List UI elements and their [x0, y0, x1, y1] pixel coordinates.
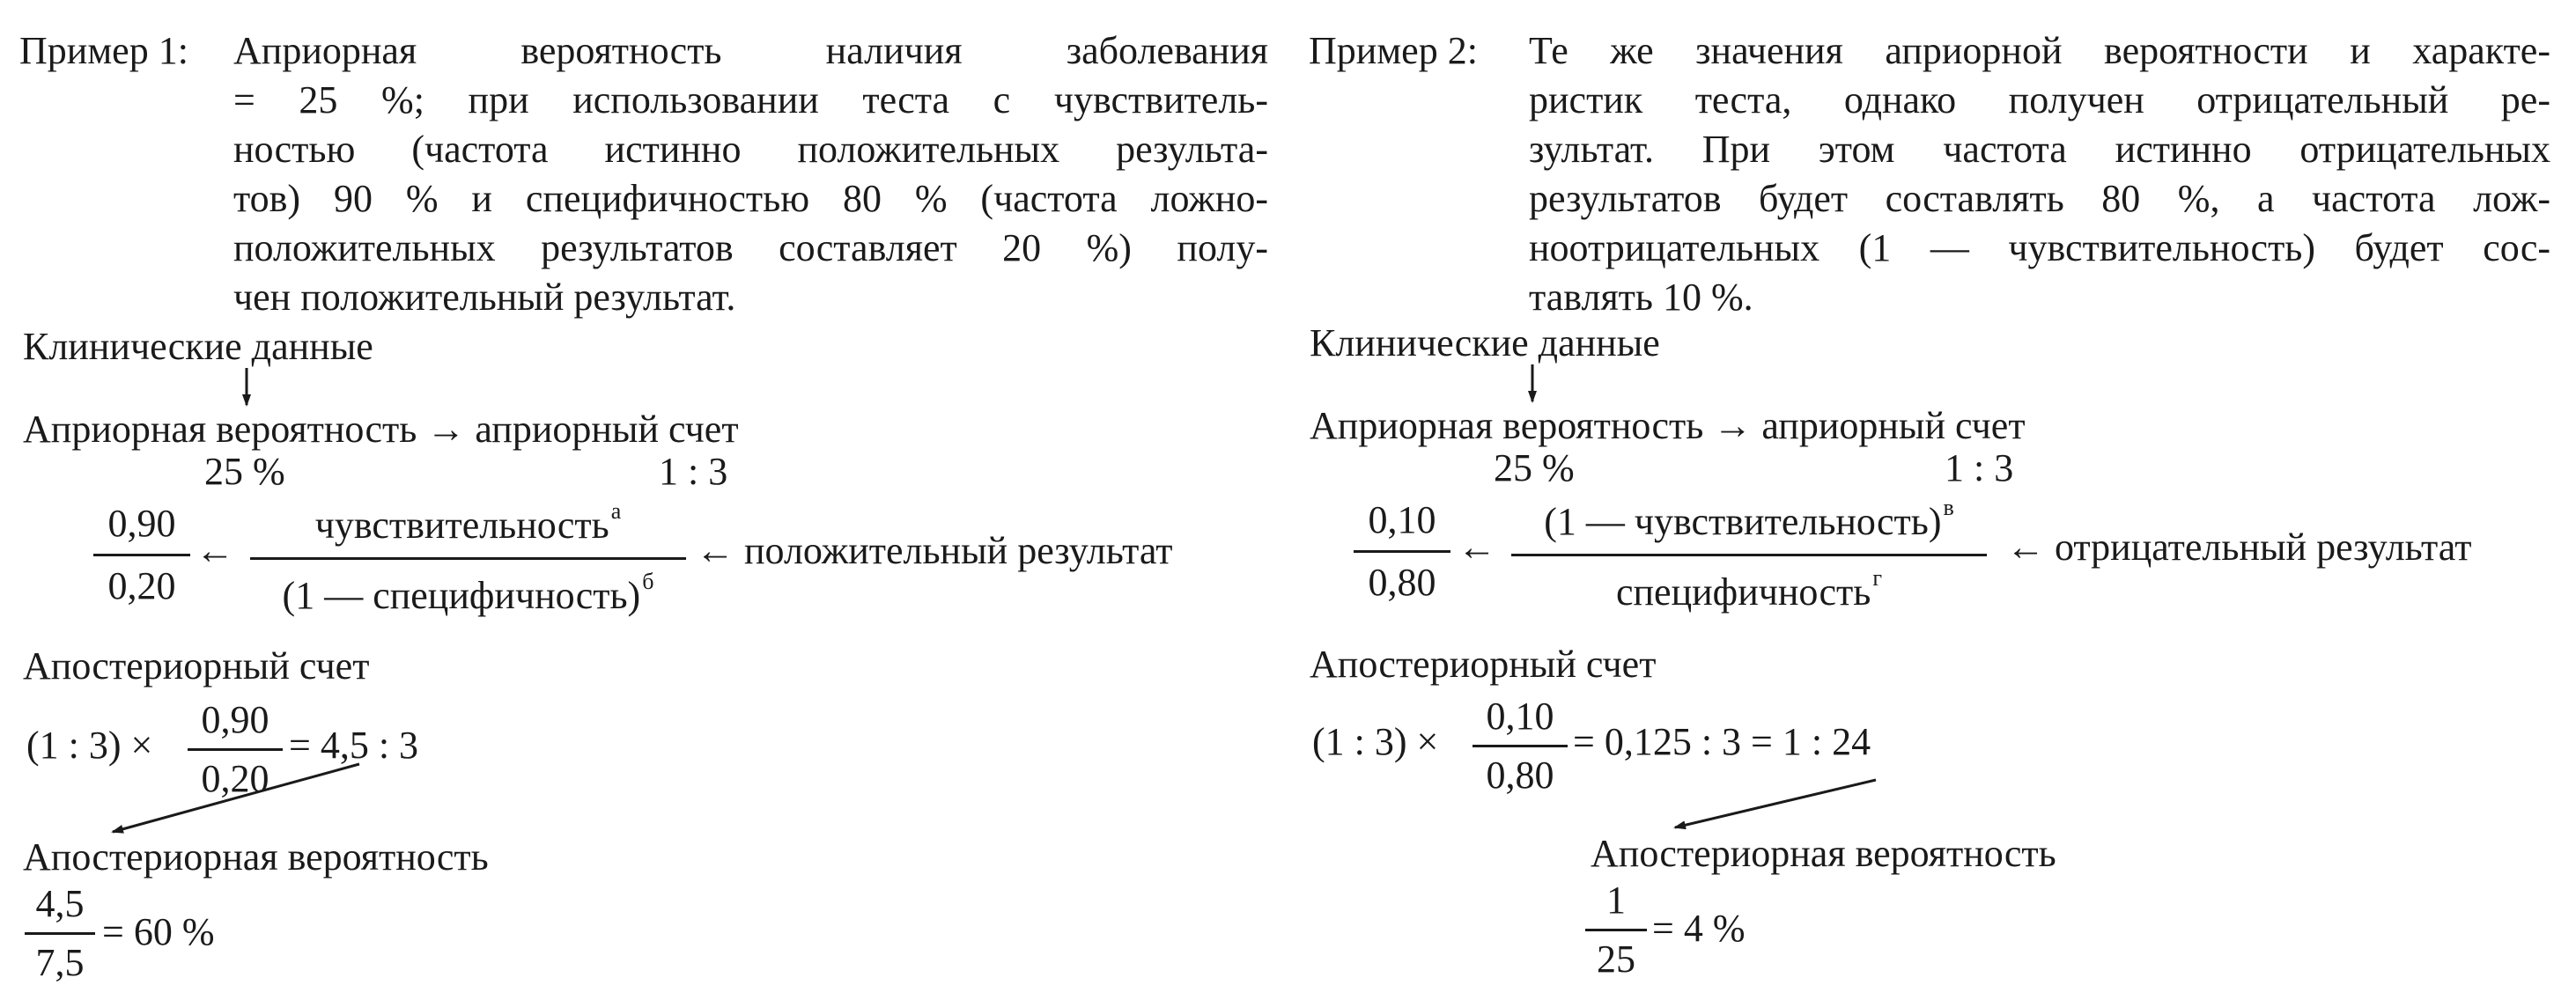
example-1-line: положительных результатов составляет 20 %) полу- — [233, 226, 1268, 269]
example-1-line: тов) 90 % и специфичностью 80 % (частота ложно- — [233, 177, 1268, 220]
pp-numerator: 4,5 — [35, 882, 85, 925]
example-1-posterior-probability-label: Апостериорная вероятность — [23, 835, 489, 879]
example-2-prior-odds: 1 : 3 — [1945, 446, 2014, 489]
example-1-line: ностью (частота истинно положительных результа- — [233, 128, 1268, 171]
example-1-label: Пример 1: — [19, 29, 188, 72]
example-1-prior-odds: 1 : 3 — [659, 450, 728, 493]
calc-numerator: 0,90 — [201, 698, 269, 741]
sensitivity-text: чувствительность — [314, 504, 609, 547]
diagonal-arrow-icon — [113, 764, 359, 832]
example-2-line: тавлять 10 %. — [1529, 276, 1753, 319]
example-2-line: ноотрицательных (1 — чувствительность) будет сос- — [1529, 226, 2550, 269]
example-2-test-result: ← отрицательный результат — [2006, 526, 2472, 569]
example-1-line: чен положительный результат. — [233, 276, 736, 319]
footnote-b: б — [642, 569, 654, 594]
sensitivity-text: (1 — чувствительность) — [1544, 500, 1942, 543]
calc-numerator: 0,10 — [1486, 695, 1554, 738]
lr-denominator: 0,20 — [107, 564, 176, 607]
specificity-text: специфичность — [1615, 570, 1871, 614]
example-2-line: результатов будет составлять 80 %, а частота лож- — [1529, 177, 2550, 220]
example-1-lr-arrow: ← — [196, 529, 234, 572]
example-2-prior-probability: 25 % — [1494, 446, 1575, 489]
example-2-calc-right: = 0,125 : 3 = 1 : 24 — [1573, 720, 1871, 763]
example-2-label: Пример 2: — [1309, 29, 1478, 72]
calc-denominator: 0,20 — [201, 757, 269, 800]
example-1-prior-probability: 25 % — [204, 450, 285, 493]
example-2-prior-line: Априорная вероятность → априорный счет — [1310, 404, 2026, 447]
example-1-calc-left: (1 : 3) × — [26, 724, 153, 767]
example-1-prior-line: Априорная вероятность → априорный счет — [23, 408, 739, 451]
specificity-text: (1 — специфичность) — [282, 574, 641, 617]
example-1-posterior-odds-label: Апостериорный счет — [23, 644, 370, 688]
lr-numerator: 0,10 — [1368, 498, 1436, 541]
example-2-posterior-probability-label: Апостериорная вероятность — [1591, 832, 2056, 875]
example-2-line: зультат. При этом частота истинно отрицательных — [1529, 128, 2550, 171]
example-2-lr-arrow: ← — [1458, 526, 1496, 569]
calc-denominator: 0,80 — [1486, 754, 1554, 797]
example-2-posterior-odds-label: Апостериорный счет — [1310, 643, 1657, 686]
pp-denominator: 7,5 — [35, 941, 85, 984]
footnote-a: а — [610, 498, 622, 524]
footnote-v: в — [1943, 495, 1954, 520]
example-1-posterior-result: = 60 % — [102, 910, 215, 953]
pp-numerator: 1 — [1606, 879, 1626, 922]
lr-numerator: 0,90 — [107, 502, 176, 545]
example-1-line: Априорная вероятность наличия заболевания — [233, 29, 1268, 72]
example-2-calc-left: (1 : 3) × — [1312, 720, 1439, 763]
example-2-line: Те же значения априорной вероятности и характе- — [1529, 29, 2550, 72]
example-2-clinical-data: Клинические данные — [1310, 321, 1660, 364]
example-2-posterior-result: = 4 % — [1652, 907, 1746, 950]
diagonal-arrow-icon — [1675, 780, 1876, 827]
footnote-g: г — [1872, 565, 1883, 591]
example-1-clinical-data: Клинические данные — [23, 325, 373, 368]
example-1-test-result: ← положительный результат — [696, 529, 1173, 572]
example-1-line: = 25 %; при использовании теста с чувствитель- — [233, 78, 1268, 121]
example-1-calc-right: = 4,5 : 3 — [289, 724, 419, 767]
pp-denominator: 25 — [1597, 938, 1635, 981]
lr-denominator: 0,80 — [1368, 561, 1436, 604]
example-2-line: ристик теста, однако получен отрицательный ре- — [1529, 78, 2550, 121]
